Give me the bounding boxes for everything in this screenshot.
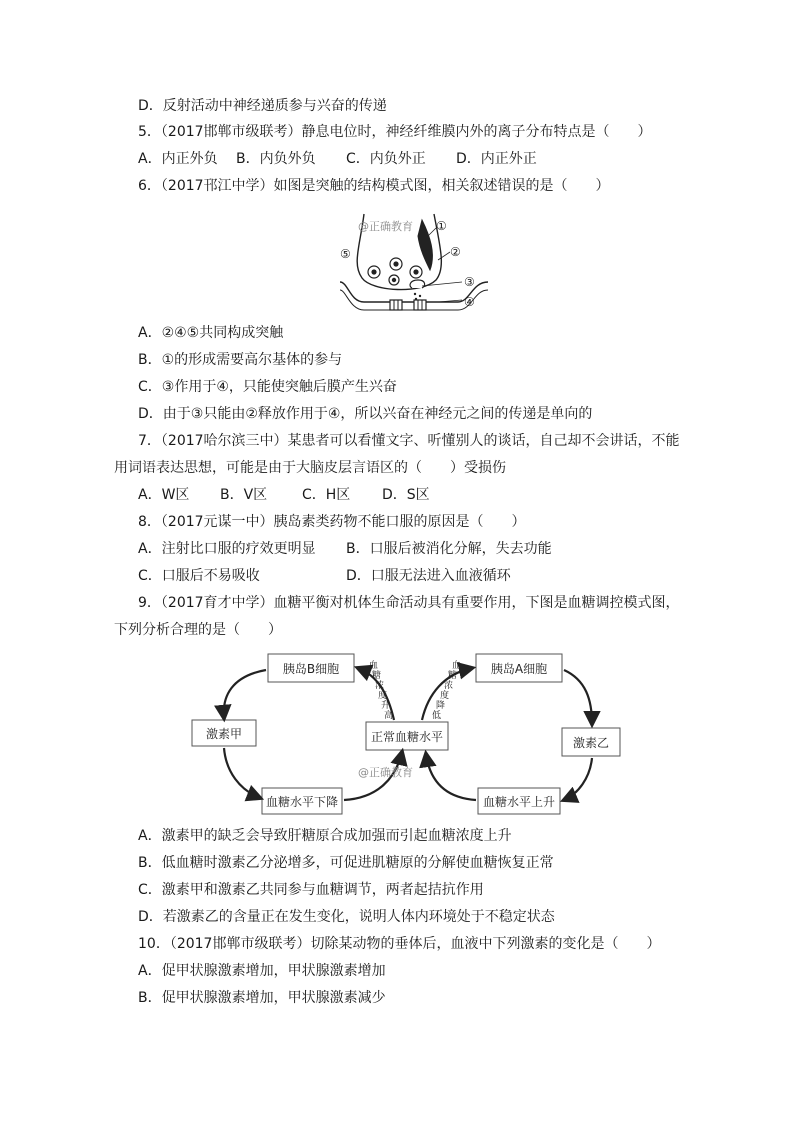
box-hormone-a: 激素甲 xyxy=(205,727,243,741)
label-high-2: 浓 xyxy=(375,681,385,691)
synapse-watermark: @正确教育 xyxy=(358,220,413,233)
q9-option-a: A．激素甲的缺乏会导致肝糖原合成加强而引起血糖浓度上升 xyxy=(138,828,512,844)
label-4: ④ xyxy=(464,295,475,309)
q5-option-c: C．内负外正 xyxy=(346,151,426,167)
q9-stem-line1: 9．（2017育才中学）血糖平衡对机体生命活动具有重要作用，下图是血糖调控模式图， xyxy=(138,595,680,611)
label-high-3: 度 xyxy=(378,691,388,701)
q5-option-d: D．内正外正 xyxy=(456,151,537,167)
box-level-increase: 血糖水平上升 xyxy=(482,795,556,809)
label-1: ① xyxy=(436,219,447,233)
q7-option-c: C．H区 xyxy=(302,487,351,503)
q10-option-b: B．促甲状腺激素增加，甲状腺激素减少 xyxy=(138,990,386,1006)
q6-option-a: A．②④⑤共同构成突触 xyxy=(138,325,284,341)
label-5: ⑤ xyxy=(340,247,351,261)
label-high-0: 血 xyxy=(369,661,379,671)
q8-option-d: D．口服无法进入血液循环 xyxy=(346,568,511,584)
label-2: ② xyxy=(450,245,461,259)
box-level-decrease: 血糖水平下降 xyxy=(265,795,339,809)
q5-stem: 5．（2017邯郸市级联考）静息电位时，神经纤维膜内外的离子分布特点是（ ） xyxy=(138,124,652,140)
q9-option-d: D．若激素乙的含量正在发生变化，说明人体内环境处于不稳定状态 xyxy=(138,909,555,925)
q9-option-c: C．激素甲和激素乙共同参与血糖调节，两者起拮抗作用 xyxy=(138,882,484,898)
q5-option-a: A．内正外负 xyxy=(138,151,218,167)
glucose-watermark: @正确教育 xyxy=(358,766,413,779)
q7-option-d: D．S区 xyxy=(382,487,430,503)
label-high-1: 糖 xyxy=(372,671,382,681)
glucose-regulation-diagram xyxy=(182,648,622,818)
label-high-5: 高 xyxy=(384,711,394,721)
q9-stem-line2: 下列分析合理的是（ ） xyxy=(114,622,282,638)
q8-option-c: C．口服后不易吸收 xyxy=(138,568,260,584)
q6-stem: 6．（2017邗江中学）如图是突触的结构模式图，相关叙述错误的是（ ） xyxy=(138,178,610,194)
q6-option-d: D．由于③只能由②释放作用于④，所以兴奋在神经元之间的传递是单向的 xyxy=(138,406,593,422)
q8-stem: 8．（2017元谋一中）胰岛素类药物不能口服的原因是（ ） xyxy=(138,514,526,530)
q7-stem-line1: 7．（2017哈尔滨三中）某患者可以看懂文字、听懂别人的谈话，自己却不会讲话，不能 xyxy=(138,433,680,449)
q7-stem-line2: 用词语表达思想，可能是由于大脑皮层言语区的（ ）受损伤 xyxy=(114,460,506,476)
q10-option-a: A．促甲状腺激素增加，甲状腺激素增加 xyxy=(138,963,386,979)
q7-option-a: A．W区 xyxy=(138,487,190,503)
label-low-5: 低 xyxy=(432,711,442,721)
q5-option-b: B．内负外负 xyxy=(236,151,316,167)
q6-option-c: C．③作用于④，只能使突触后膜产生兴奋 xyxy=(138,379,397,395)
label-low-1: 糖 xyxy=(448,671,458,681)
box-hormone-b: 激素乙 xyxy=(572,736,610,750)
q9-option-b: B．低血糖时激素乙分泌增多，可促进肌糖原的分解使血糖恢复正常 xyxy=(138,855,554,871)
label-low-4: 降 xyxy=(436,701,446,711)
q6-option-b: B．①的形成需要高尔基体的参与 xyxy=(138,352,343,368)
label-low-0: 血 xyxy=(452,661,462,671)
box-a-cell: 胰岛A细胞 xyxy=(490,662,548,676)
label-3: ③ xyxy=(464,275,475,289)
q7-option-b: B．V区 xyxy=(220,487,268,503)
box-b-cell: 胰岛B细胞 xyxy=(282,662,340,676)
q4-option-d: D．反射活动中神经递质参与兴奋的传递 xyxy=(138,98,387,114)
q8-option-a: A．注射比口服的疗效更明显 xyxy=(138,541,316,557)
label-low-3: 度 xyxy=(440,691,450,701)
label-low-2: 浓 xyxy=(444,681,454,691)
q10-stem: 10．（2017邯郸市级联考）切除某动物的垂体后，血液中下列激素的变化是（ ） xyxy=(138,936,661,952)
synapse-diagram xyxy=(338,206,498,318)
label-high-4: 升 xyxy=(381,701,391,711)
box-normal-level: 正常血糖水平 xyxy=(370,730,444,744)
q8-option-b: B．口服后被消化分解，失去功能 xyxy=(346,541,552,557)
